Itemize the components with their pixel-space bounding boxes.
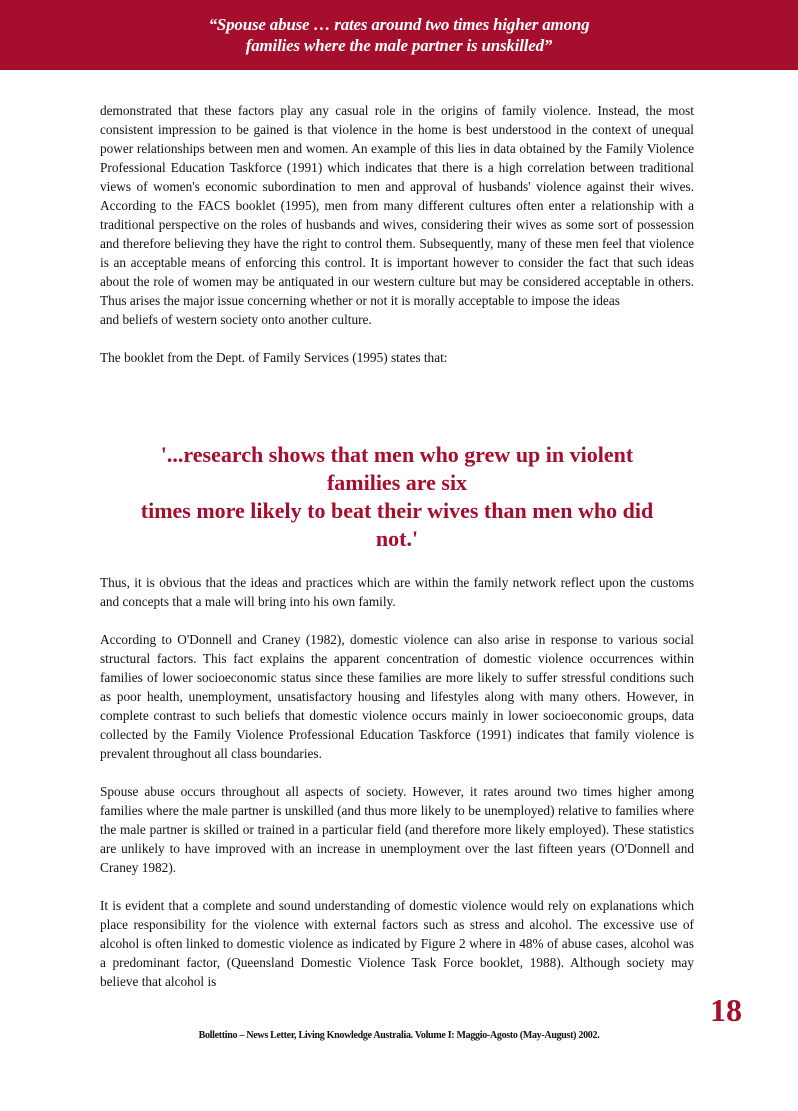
header-banner — [0, 0, 798, 70]
paragraph-4: According to O'Donnell and Craney (1982), domestic violence can also arise in response to various social structural factors. This fact explains the apparent concentration of domestic violence occurrences within families of lower socioeconomic status since these families are more likely to suffer stressful conditions such as poor health, unemployment, unsatisfactory housing and lifestyles along with many others. However, in complete contrast to such beliefs that domestic violence occurs mainly in lower socioeconomic groups, data collected by the Family Violence Professional Education Taskforce (1991) indicates that family violence is prevalent throughout all class boundaries. — [100, 632, 694, 761]
pull-quote-line-1: '...research shows that men who grew up in violent — [160, 442, 634, 467]
paragraph-spacer — [100, 329, 694, 348]
pull-quote-line-2: families are six — [326, 470, 468, 495]
article-body-bottom — [100, 573, 694, 1010]
article-body-top — [100, 101, 694, 367]
pull-quote-line-4: not.' — [375, 526, 419, 551]
paragraph-1-tail: and beliefs of western society onto another culture. — [100, 312, 372, 327]
pull-quote — [100, 441, 694, 553]
paragraph-6: It is evident that a complete and sound understanding of domestic violence would rely on explanations which place responsibility for the violence with external factors such as stress and alcohol. The excessive use of alcohol is often linked to domestic violence as indicated by Figure 2 where in 48% of abuse cases, alcohol was a predominant factor, (Queensland Domestic Violence Task Force booklet, 1988). Although society may believe that alcohol is — [100, 898, 694, 989]
pull-quote-line-3: times more likely to beat their wives than men who did — [140, 498, 654, 523]
page-number: 18 — [710, 992, 742, 1028]
header-quote-line-2: families where the male partner is unskilled” — [245, 36, 553, 55]
paragraph-2: The booklet from the Dept. of Family Services (1995) states that: — [100, 350, 448, 365]
paragraph-1: demonstrated that these factors play any casual role in the origins of family violence. Instead, the most consistent impression to be gained is that violence in the home is best understood in the context of unequal power relationships between men and women. An example of this lies in data obtained by the Family Violence Professional Education Taskforce (1991) which indicates that there is a high correlation between traditional views of women's economic subordination to men and approval of husbands' violence against their wives. According to the FACS booklet (1995), men from many different cultures often enter a relationship with a traditional perspective on the roles of husbands and wives, considering their wives as some sort of possession and therefore believing they have the right to control them. Subsequently, many of these men feel that violence is an acceptable means of enforcing this control. It is important however to consider the fact that such ideas about the role of women may be antiquated in our western culture but may be considered acceptable in others. Thus arises the major issue concerning whether or not it is morally acceptable to impose the ideas — [100, 103, 694, 308]
paragraph-5: Spouse abuse occurs throughout all aspects of society. However, it rates around two times higher among families where the male partner is unskilled (and thus more likely to be unemployed) relative to families where the male partner is skilled or trained in a particular field (and therefore more likely employed). These statistics are unlikely to have improved with an increase in unemployment over the last fifteen years (O'Donnell and Craney 1982). — [100, 784, 694, 875]
footer-citation: Bollettino – News Letter, Living Knowledge Australia. Volume I: Maggio-Agosto (May-August) 2002. — [198, 1030, 600, 1041]
header-quote-line-1: “Spouse abuse … rates around two times higher among — [208, 15, 590, 34]
paragraph-3: Thus, it is obvious that the ideas and practices which are within the family network reflect upon the customs and concepts that a male will bring into his own family. — [100, 575, 694, 609]
